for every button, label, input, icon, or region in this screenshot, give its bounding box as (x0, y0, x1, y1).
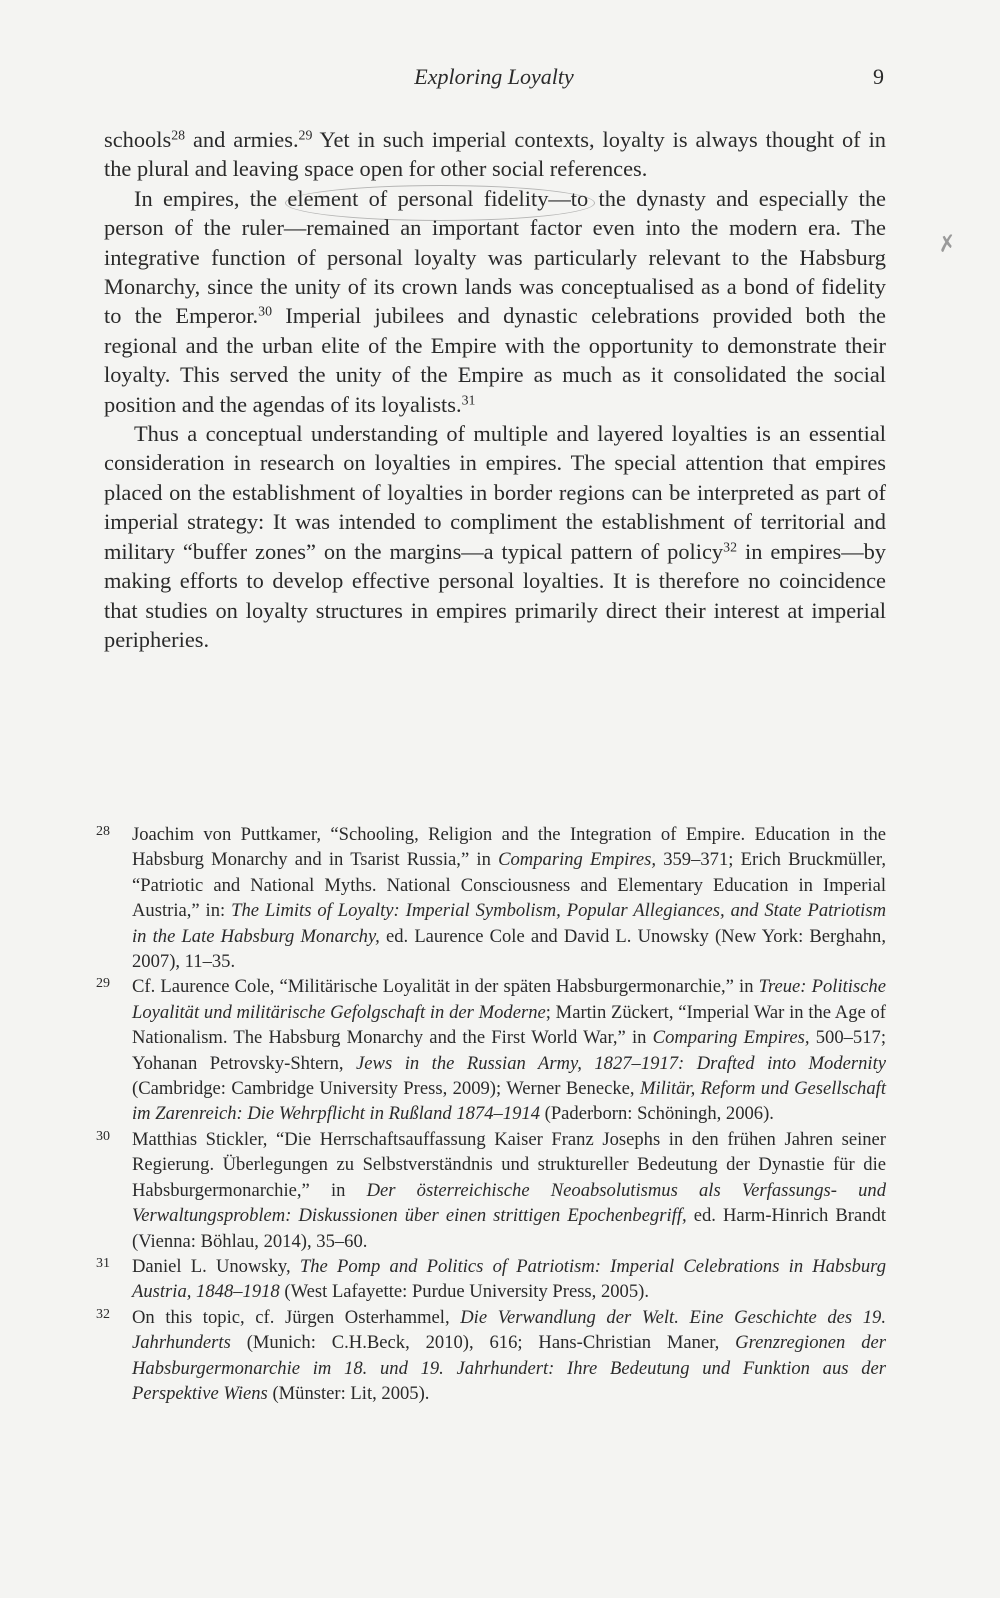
body-text (104, 125, 886, 654)
text-run: (Munich: C.H.Beck, 2010), 616; Hans-Christian Maner, (230, 1332, 736, 1354)
text-run: Imperial jubilees and dynastic celebrations provided both the regional and the urban elite of the Empire with the opportunity to demonstrate their loyalty. This served the unity of the Empire as much as it consolidated the social position and the agendas of its loyalists. (104, 303, 886, 417)
italic-title: Jews in the Russian Army, 1827–1917: Drafted into Modernity (356, 1052, 886, 1074)
footnote-number: 32 (96, 1306, 110, 1322)
page-number: 9 (873, 64, 884, 89)
text-run: On this topic, cf. Jürgen Osterhammel, (132, 1306, 461, 1328)
text-run: Thus a conceptual understanding of multiple and layered loyalties is an essential consideration in research on loyalties in empires. The special attention that empires placed on the establishment of loyalties in border regions can be interpreted as part of imperial strategy: It was intended to compliment the establishment of territorial and military “buffer zones” on the margins—a typical pattern of policy (104, 421, 886, 564)
text-run: Cf. Laurence Cole, “Militärische Loyalität in der späten Habsburgermonarchie,” in (132, 976, 759, 998)
italic-title: The Pomp and Politics of Patriotism: Imperial Celebrations in Habsburg Austria, 1848–1918 (132, 1255, 887, 1303)
footnote-ref[interactable]: 31 (461, 393, 476, 409)
footnote-ref[interactable]: 32 (723, 540, 738, 556)
paragraph-3 (104, 419, 886, 654)
footnotes (96, 822, 886, 1406)
footnote-number: 29 (96, 976, 110, 992)
footnote-32 (96, 1305, 886, 1407)
pencil-margin-mark: ✗ (936, 230, 959, 259)
text-run: In empires, the element of personal fidelity—to the dynasty and especially the person of the ruler—remained an important factor even into the modern era. The integrative function of personal loyalty was particularly relevant to the Habsburg Monarchy, since the unity of its crown lands was conceptualised as a bond of fidelity to the Emperor. (104, 185, 886, 329)
italic-title: Militär, Reform und Gesellschaft im Zarenreich: Die Wehrpflicht in Rußland 1874–1914 (132, 1078, 886, 1125)
footnote-number: 28 (96, 824, 110, 839)
text-run: (Münster: Lit, 2005). (267, 1382, 430, 1404)
footnote-28 (96, 822, 886, 974)
italic-title: Comparing Empires, (498, 849, 656, 871)
footnote-30 (96, 1127, 886, 1254)
running-head (104, 64, 884, 94)
text-run: (Cambridge: Cambridge University Press, 2009); Werner Benecke, (132, 1078, 640, 1100)
paragraph-1 (104, 125, 886, 184)
running-title: Exploring Loyalty (414, 64, 574, 89)
text-run: in empires—by making efforts to develop effective personal loyalties. It is therefore no coincidence that studies on loyalty structures in empires primarily direct their interest at imperial peripheries. (104, 538, 886, 652)
text-run: ed. Harm-Hinrich Brandt (Vienna: Böhlau, 2014), 35–60. (132, 1205, 886, 1252)
text-run: Daniel L. Unowsky, (132, 1255, 300, 1277)
italic-title: The Limits of Loyalty: Imperial Symbolism, Popular Allegiances, and State Patriotism in the Late Habsburg Monarchy, (132, 900, 886, 947)
italic-title: Der österreichische Neoabsolutismus als Verfassungs- und Verwaltungsproblem: Diskussionen über einen strittigen Epochenbegriff, (132, 1179, 886, 1227)
italic-title: Comparing Empires, (652, 1027, 810, 1049)
footnote-31 (96, 1254, 886, 1305)
text-run: ; Martin Zückert, “Imperial War in the Age of Nationalism. The Habsburg Monarchy and the First World War,” in (132, 1001, 886, 1049)
text-run: 500–517; Yohanan Petrovsky-Shtern, (132, 1027, 886, 1074)
footnote-number: 30 (96, 1128, 110, 1144)
text-run: Matthias Stickler, “Die Herrschaftsauffassung Kaiser Franz Josephs in den frühen Jahren seiner Regierung. Überlegungen zu Selbstverständnis und struktureller Bedeutung der Dynastie für die Habsburgermonarchie,” in (132, 1128, 886, 1201)
text-run: (Paderborn: Schöningh, 2006). (540, 1103, 774, 1125)
paragraph-2 (104, 184, 886, 419)
italic-title: Treue: Politische Loyalität und militärische Gefolgschaft in der Moderne (132, 976, 886, 1023)
footnote-ref[interactable]: 29 (298, 128, 313, 144)
footnote-29 (96, 974, 886, 1126)
italic-title: Die Verwandlung der Welt. Eine Geschichte des 19. Jahrhunderts (132, 1306, 886, 1354)
text-run: Joachim von Puttkamer, “Schooling, Religion and the Integration of Empire. Education in the Habsburg Monarchy and in Tsarist Russia,” in (132, 824, 886, 871)
italic-title: Grenzregionen der Habsburgermonarchie im 18. und 19. Jahrhundert: Ihre Bedeutung und Funktion aus der Perspektive Wiens (132, 1332, 886, 1404)
footnote-ref[interactable]: 28 (171, 128, 186, 144)
footnote-number: 31 (96, 1255, 110, 1271)
text-run: schools (104, 127, 172, 152)
text-run: Yet in such imperial contexts, loyalty is always thought of in the plural and leaving space open for other social references. (104, 127, 886, 182)
text-run: and armies. (185, 127, 299, 152)
text-run: (West Lafayette: Purdue University Press, 2005). (279, 1281, 649, 1303)
footnote-ref[interactable]: 30 (258, 304, 272, 320)
text-run: ed. Laurence Cole and David L. Unowsky (New York: Berghahn, 2007), 11–35. (132, 925, 886, 973)
text-run: 359–371; Erich Bruckmüller, “Patriotic and National Myths. National Consciousness and Elementary Education in Imperial Austria,” in: (132, 849, 887, 922)
